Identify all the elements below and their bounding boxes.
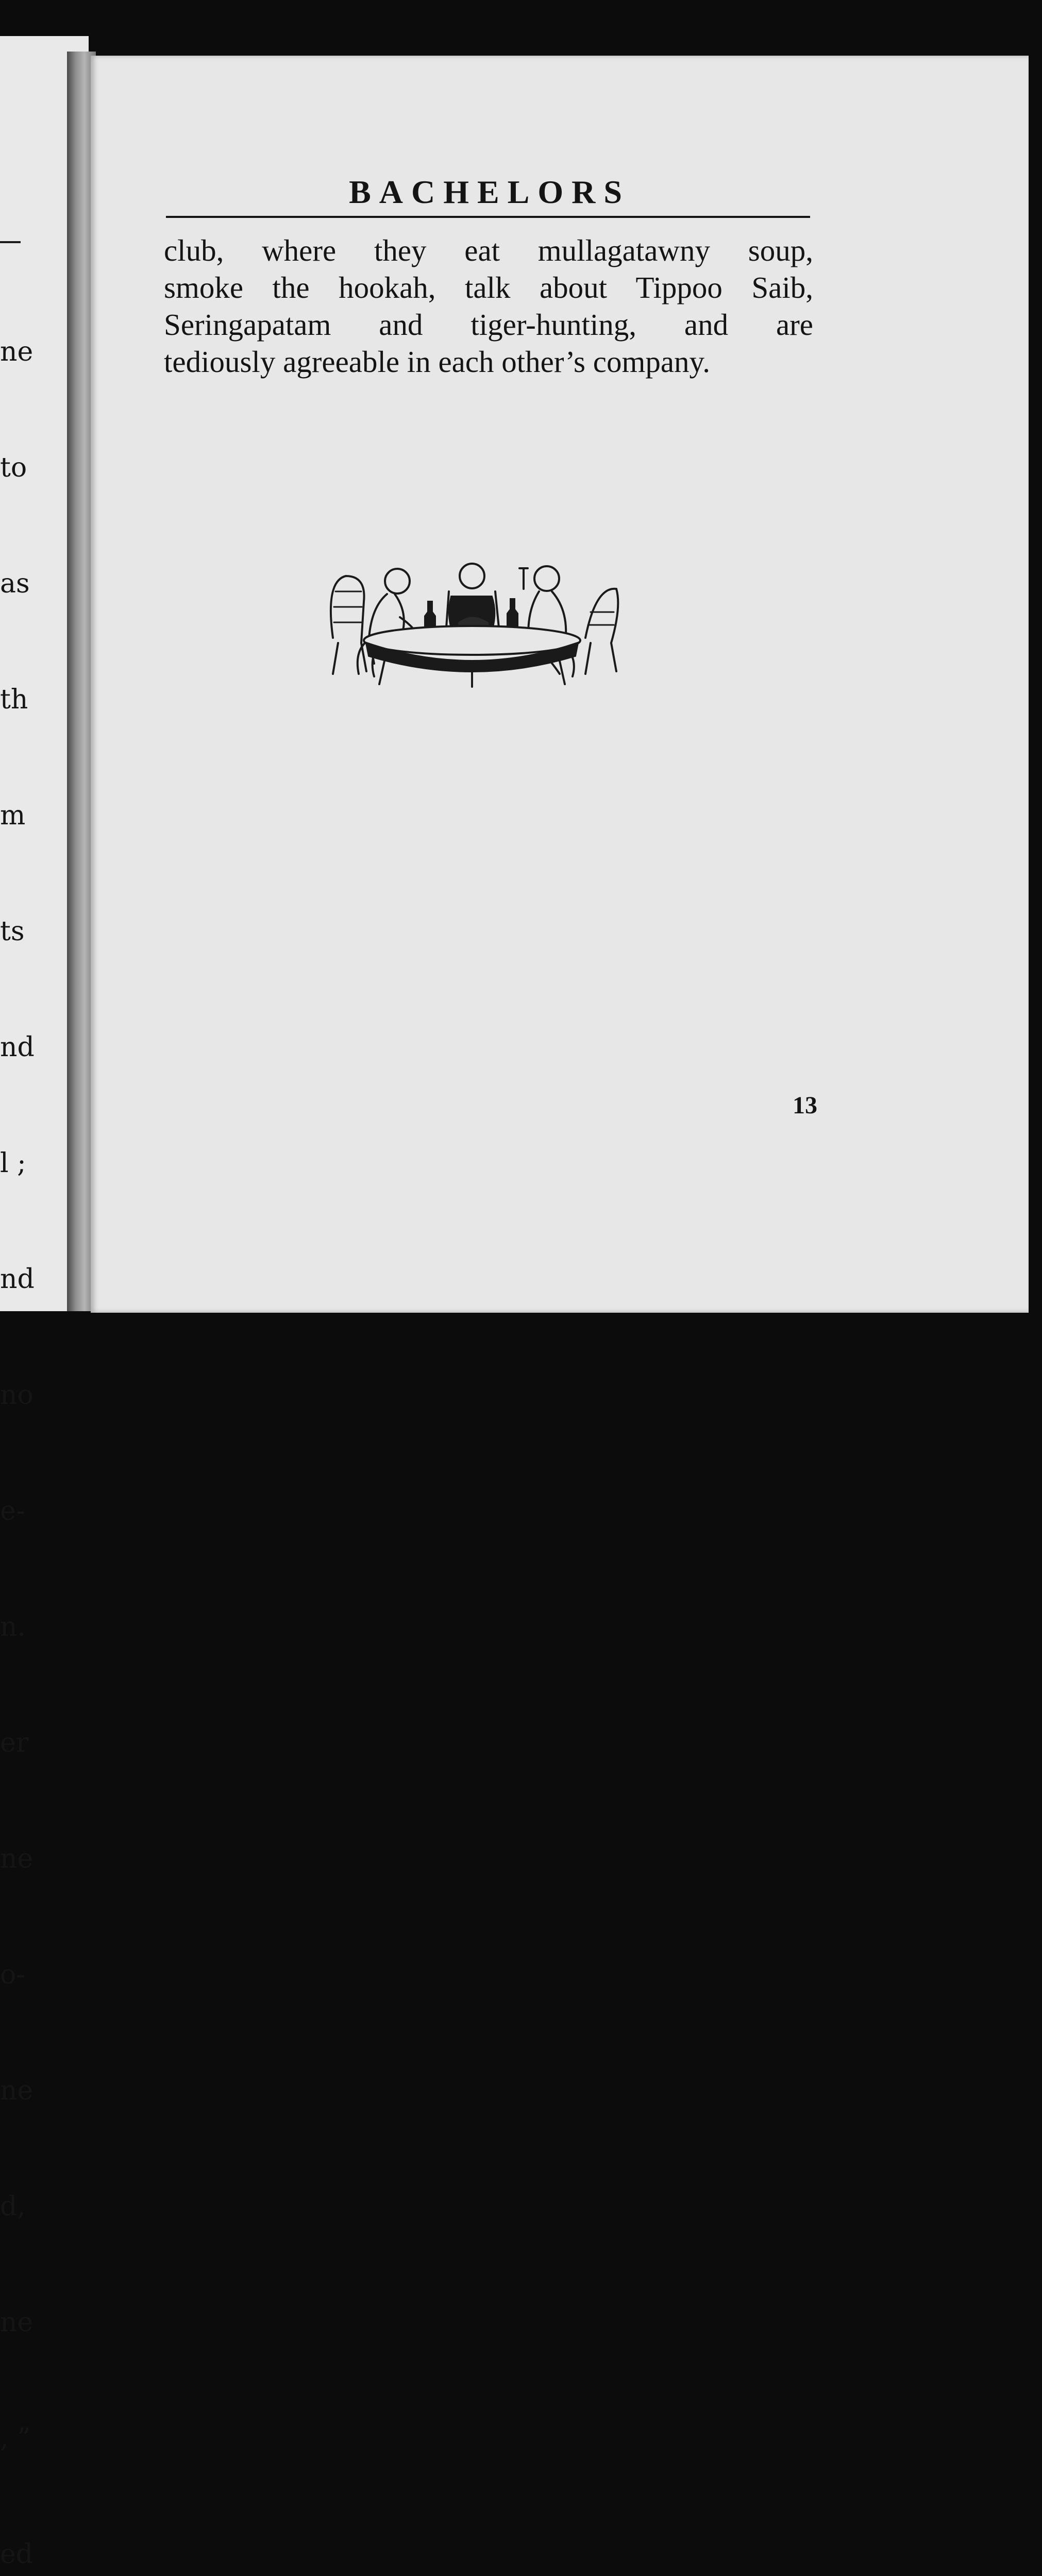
text-fragment: m	[0, 800, 26, 831]
text-fragment: no	[0, 1380, 33, 1411]
previous-page-rule	[0, 241, 21, 243]
book-page	[91, 56, 1029, 1313]
body-paragraph	[164, 232, 813, 380]
body-line: tediously agreeable in each other’s company.	[164, 345, 710, 379]
text-fragment: o-	[0, 1959, 25, 1990]
text-fragment: ne	[0, 336, 33, 367]
body-line: Seringapatam and tiger-hunting, and are	[164, 308, 813, 342]
text-fragment: as	[0, 568, 30, 599]
three-men-at-club-table-illustration	[317, 561, 627, 689]
text-fragment: ts	[0, 916, 25, 947]
text-fragment: er	[0, 1727, 29, 1758]
text-fragment: d,	[0, 2191, 26, 2222]
text-fragment: th	[0, 684, 28, 715]
page-number: 13	[793, 1092, 817, 1119]
text-fragment: to	[0, 452, 27, 483]
text-fragment: n.	[0, 1612, 26, 1642]
body-line: club, where they eat mullagatawny soup,	[164, 233, 813, 267]
text-fragment: e-	[0, 1496, 25, 1527]
text-fragment: ne	[0, 1843, 33, 1874]
previous-page-text-fragments	[0, 256, 51, 2576]
text-fragment: nd	[0, 1032, 35, 1063]
running-head: BACHELORS	[349, 174, 630, 210]
text-fragment: , ”	[0, 2423, 31, 2454]
body-line: smoke the hookah, talk about Tippoo Saib,	[164, 270, 813, 304]
text-fragment: l ;	[0, 1148, 26, 1179]
running-head-rule	[166, 216, 810, 218]
text-fragment: ne	[0, 2075, 33, 2106]
text-fragment: ed	[0, 2539, 33, 2570]
text-fragment: nd	[0, 1264, 35, 1295]
text-fragment: ne	[0, 2307, 33, 2338]
